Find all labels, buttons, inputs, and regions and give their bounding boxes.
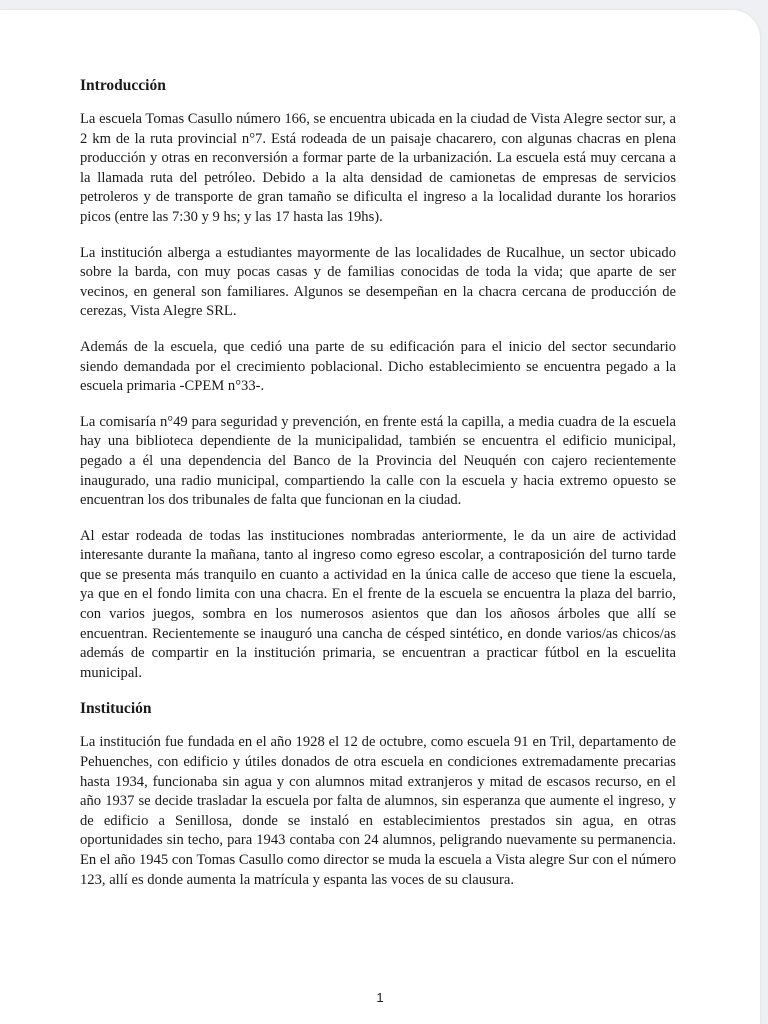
- page-number: 1: [376, 990, 384, 1005]
- paragraph: La institución fue fundada en el año 1928 el 12 de octubre, como escuela 91 en Tril, departamento de Pehuenches, con edificio y útiles donados de otra escuela en condiciones extremadamente precarias hasta 1934, funcionaba sin agua y con alumnos mitad extranjeros y mitad de escasos recurso, en el año 1937 se decide trasladar la escuela por falta de alumnos, sin esperanza que aumente el ingreso, y de edificio a Senillosa, donde se instaló en establecimientos prestados sin agua, en otras oportunidades sin techo, para 1943 contaba con 24 alumnos, peligrando nuevamente su permanencia. En el año 1945 con Tomas Casullo como director se muda la escuela a Vista alegre Sur con el número 123, allí es donde aumenta la matrícula y espanta las voces de su clausura.: [80, 734, 676, 888]
- paragraph: La institución alberga a estudiantes mayormente de las localidades de Rucalhue, un sector ubicado sobre la barda, con muy pocas casas y de familias conocidas de toda la vida; que aparte de ser vecinos, en general son familiares. Algunos se desempeñan en la chacra cercana de producción de cerezas, Vista Alegre SRL.: [80, 244, 676, 320]
- document-page: [0, 10, 760, 1024]
- paragraph: Además de la escuela, que cedió una parte de su edificación para el inicio del sector secundario siendo demandada por el crecimiento poblacional. Dicho establecimiento se encuentra pegado a la escuela primaria -CPEM n°33-.: [80, 338, 676, 395]
- section-heading-institucion: Institución: [80, 700, 152, 718]
- page-content: [80, 76, 676, 906]
- paragraph: La escuela Tomas Casullo número 166, se encuentra ubicada en la ciudad de Vista Alegre sector sur, a 2 km de la ruta provincial n°7. Está rodeada de un paisaje chacarero, con algunas chacras en plena producción y otras en reconversión a formar parte de la urbanización. La escuela está muy cercana a la llamada ruta del petróleo. Debido a la alta densidad de camionetas de empresas de servicios petroleros y de transporte de gran tamaño se dificulta el ingreso a la localidad durante los horarios picos (entre las 7:30 y 9 hs; y las 17 hasta las 19hs).: [80, 111, 676, 225]
- paragraph: Al estar rodeada de todas las instituciones nombradas anteriormente, le da un aire de actividad interesante durante la mañana, tanto al ingreso como egreso escolar, a contraposición del turno tarde que se presenta más tranquilo en cuanto a actividad en la única calle de acceso que tiene la escuela, ya que en el fondo limita con una chacra. En el frente de la escuela se encuentra la plaza del barrio, con varios juegos, sombra en los numerosos asientos que dan los añosos árboles que allí se encuentran. Recientemente se inauguró una cancha de césped sintético, en donde varios/as chicos/as además de compartir en la institución primaria, se encuentran a practicar fútbol en la escuelita municipal.: [80, 527, 676, 681]
- paragraph: La comisaría n°49 para seguridad y prevención, en frente está la capilla, a media cuadra de la escuela hay una biblioteca dependiente de la municipalidad, también se encuentra el edificio municipal, pegado a él una dependencia del Banco de la Provincia del Neuquén con cajero recientemente inaugurado, una radio municipal, compartiendo la calle con la escuela y hacia extremo opuesto se encuentran los dos tribunales de falta que funcionan en la ciudad.: [80, 413, 676, 509]
- section-heading-introduccion: Introducción: [80, 77, 166, 94]
